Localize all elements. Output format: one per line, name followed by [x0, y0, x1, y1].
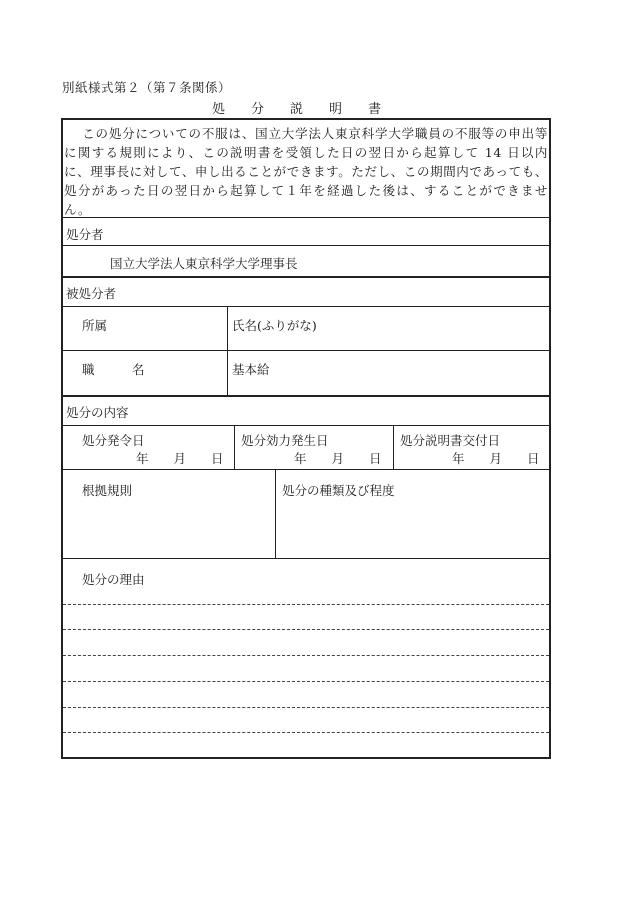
effective-date-label: 処分効力発生日	[241, 433, 329, 448]
divider	[393, 425, 394, 469]
divider	[227, 306, 228, 395]
divider	[234, 425, 235, 469]
notice-text: この処分についての不服は、国立大学法人東京科学大学職員の不服等の申出等に関する規則により、この説明書を受領した日の翌日から起算して 14 日以内に、理事長に対して、申し出ることができます。ただし、この期間内であっても、処分があった日の翌日から起算して１年を経過した後は、することができません。	[64, 126, 548, 217]
base-salary-label: 基本給	[232, 362, 270, 377]
subject-label: 被処分者	[66, 286, 117, 301]
divider	[61, 425, 551, 426]
disposition-reason-label: 処分の理由	[82, 572, 145, 587]
name-furigana-label: 氏名(ふりがな)	[232, 318, 317, 333]
divider	[61, 558, 551, 559]
divider	[61, 469, 551, 470]
form-number-label: 別紙様式第２（第７条関係）	[62, 80, 232, 95]
writing-line	[63, 629, 549, 630]
position-label: 職 名	[82, 362, 145, 377]
document-title: 処 分 説 明 書	[212, 102, 382, 117]
divider	[61, 217, 551, 218]
notice-paragraph	[64, 124, 548, 219]
divider	[61, 350, 551, 351]
divider	[61, 245, 551, 246]
divider	[61, 306, 551, 307]
delivery-date-label: 処分説明書交付日	[400, 433, 501, 448]
content-label: 処分の内容	[66, 405, 129, 420]
affiliation-label: 所属	[82, 318, 108, 333]
disposition-kind-label: 処分の種類及び程度	[282, 483, 395, 498]
writing-line	[63, 707, 549, 708]
writing-line	[63, 604, 549, 605]
writing-line	[63, 732, 549, 733]
divider	[61, 395, 551, 397]
writing-line	[63, 681, 549, 682]
issue-date-field[interactable]: 年 月 日	[136, 451, 224, 466]
disposer-label: 処分者	[66, 227, 104, 242]
issue-date-label: 処分発令日	[82, 433, 145, 448]
divider	[275, 469, 276, 558]
writing-line	[63, 655, 549, 656]
divider	[61, 276, 551, 278]
basis-rule-label: 根拠規則	[82, 483, 133, 498]
delivery-date-field[interactable]: 年 月 日	[452, 451, 540, 466]
effective-date-field[interactable]: 年 月 日	[294, 451, 382, 466]
disposer-value: 国立大学法人東京科学大学理事長	[110, 256, 298, 271]
